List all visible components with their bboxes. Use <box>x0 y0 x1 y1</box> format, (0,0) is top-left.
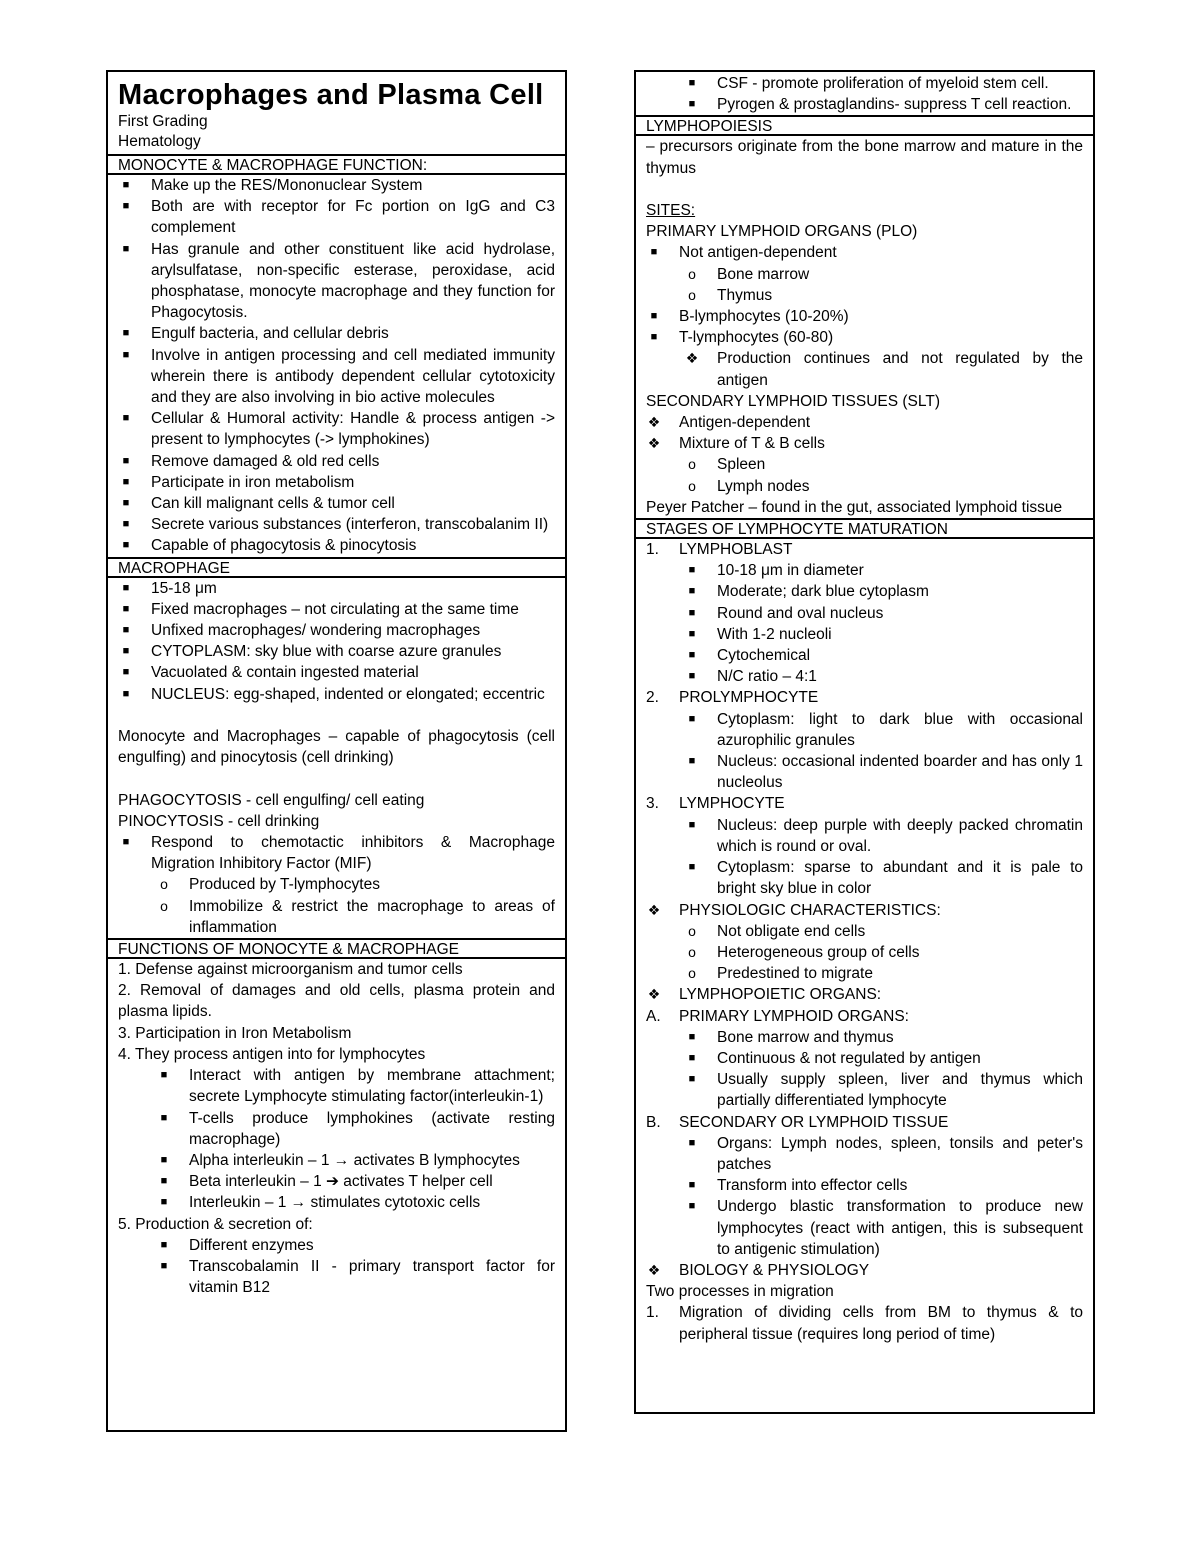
list-item: ■ Involve in antigen processing and cell mediated immunity wherein there is antibody dependent cellular cytotoxicity and they are also involving in bio active molecules <box>118 345 555 409</box>
number-marker: 3. <box>646 795 659 813</box>
list-item: ■ Engulf bacteria, and cellular debris <box>118 323 555 344</box>
bullet-icon: ■ <box>160 1238 168 1251</box>
paragraph-phagocytosis-def: PHAGOCYTOSIS - cell engulfing/ cell eating <box>118 791 425 809</box>
list-item: ■ B-lymphocytes (10-20%) <box>646 306 1083 327</box>
list-item: ■ Make up the RES/Mononuclear System <box>118 175 555 196</box>
right-column <box>634 70 1095 1414</box>
bullet-icon: ■ <box>122 539 130 552</box>
bullet-icon: ■ <box>122 602 130 615</box>
number-marker: 2. <box>646 689 659 707</box>
section-functions <box>108 959 565 1298</box>
bullet-icon: ■ <box>122 412 130 425</box>
number-marker: 1. <box>646 1304 659 1322</box>
function-item: 1. Defense against microorganism and tumor cells <box>118 961 463 979</box>
sites-label: SITES: <box>646 202 696 219</box>
section-header-monocyte-function: MONOCYTE & MACROPHAGE FUNCTION: <box>108 154 565 175</box>
list-item: o Immobilize & restrict the macrophage to areas of inflammation <box>118 896 555 938</box>
stage-item: A. PRIMARY LYMPHOID ORGANS: <box>646 1006 1083 1027</box>
number-marker: 1. <box>646 541 659 559</box>
list-item: ■ T-lymphocytes (60-80) <box>646 327 1083 348</box>
circle-bullet-icon: o <box>688 265 696 282</box>
list-item: ■ Vacuolated & contain ingested material <box>118 662 555 683</box>
bullet-icon: ■ <box>160 1111 168 1124</box>
stage-item: 2. PROLYMPHOCYTE <box>646 687 1083 708</box>
bullet-icon: ■ <box>688 1136 696 1149</box>
circle-bullet-icon: o <box>688 456 696 473</box>
left-column <box>106 70 567 1432</box>
list-item: ■ 15-18 μm <box>118 578 555 599</box>
circle-bullet-icon: o <box>688 286 696 303</box>
diamond-bullet-icon: ❖ <box>647 901 661 918</box>
list-item: ■ T-cells produce lymphokines (activate resting macrophage) <box>118 1108 555 1150</box>
section-header-lymphopoiesis: LYMPHOPOIESIS <box>636 115 1093 136</box>
bullet-icon: ■ <box>122 518 130 531</box>
section-stages <box>636 539 1093 1345</box>
list-item: ■ Respond to chemotactic inhibitors & Macrophage Migration Inhibitory Factor (MIF) <box>118 832 555 874</box>
function-item: 2. Removal of damages and old cells, plasma protein and plasma lipids. <box>118 982 555 1021</box>
bullet-icon: ■ <box>160 1153 168 1166</box>
circle-bullet-icon: o <box>160 897 168 914</box>
bullet-icon: ■ <box>122 179 130 191</box>
bullet-icon: ■ <box>160 1175 168 1188</box>
lymphopoiesis-intro: – precursors originate from the bone marrow and mature in the thymus <box>646 138 1083 177</box>
list-item: o Heterogeneous group of cells <box>646 942 1083 963</box>
title-block <box>108 72 565 154</box>
list-item: ❖ Production continues and not regulated by the antigen <box>685 350 1083 389</box>
circle-bullet-icon: o <box>160 876 168 893</box>
diamond-bullet-icon: ❖ <box>647 1261 661 1278</box>
bullet-icon: ■ <box>160 1196 168 1209</box>
list-item: ■ Moderate; dark blue cytoplasm <box>646 581 1083 602</box>
list-item: ■ Fixed macrophages – not circulating at the same time <box>118 599 555 620</box>
bullet-icon: ■ <box>688 649 696 662</box>
list-item: ■ Usually supply spleen, liver and thymus which partially differentiated lymphocyte <box>646 1069 1083 1111</box>
letter-marker: B. <box>646 1113 661 1131</box>
bullet-icon: ■ <box>122 454 130 467</box>
bullet-icon: ■ <box>688 1051 696 1064</box>
list-item: ■ Interleukin – 1 → stimulates cytotoxic cells <box>118 1192 555 1213</box>
diamond-bullet-icon: ❖ <box>647 986 661 1003</box>
list-item: ■ Both are with receptor for Fc portion on IgG and C3 complement <box>118 196 555 238</box>
list-item: ■ Remove damaged & old red cells <box>118 451 555 472</box>
bullet-icon: ■ <box>122 497 130 510</box>
list-item: ■ Beta interleukin – 1 ➔ activates T helper cell <box>118 1171 555 1192</box>
bullet-icon: ■ <box>688 818 696 831</box>
bullet-icon: ■ <box>650 246 658 259</box>
list-item: ■ CYTOPLASM: sky blue with coarse azure granules <box>118 641 555 662</box>
list-item: ■ Interact with antigen by membrane attachment; secrete Lymphocyte stimulating factor(interleukin-1) <box>118 1065 555 1107</box>
list-item: ■ Secrete various substances (interferon, transcobalanim II) <box>118 514 555 535</box>
bullet-icon: ■ <box>122 475 130 488</box>
circle-bullet-icon: o <box>688 943 696 960</box>
section-lymphopoiesis <box>636 136 1093 518</box>
bullet-icon: ■ <box>688 1200 696 1213</box>
function-item: 5. Production & secretion of: <box>118 1215 313 1233</box>
bullet-icon: ■ <box>688 1030 696 1043</box>
list-item: o Thymus <box>646 285 1083 306</box>
list-item: ■ Round and oval nucleus <box>646 603 1083 624</box>
bullet-icon: ■ <box>122 581 130 594</box>
list-item: ■ Cytoplasm: light to dark blue with occasional azurophilic granules <box>646 709 1083 751</box>
bullet-icon: ■ <box>122 666 130 679</box>
list-item: o Lymph nodes <box>646 476 1083 497</box>
document-title: Macrophages and Plasma Cell <box>118 79 544 111</box>
circle-bullet-icon: o <box>688 965 696 982</box>
bullet-icon: ■ <box>688 755 696 768</box>
bullet-icon: ■ <box>688 627 696 640</box>
bullet-icon: ■ <box>688 564 696 577</box>
bullet-icon: ■ <box>688 77 696 89</box>
bullet-icon: ■ <box>688 712 696 725</box>
diamond-bullet-icon: ❖ <box>647 435 661 452</box>
list-item: ■ Has granule and other constituent like acid hydrolase, arylsulfatase, non-specific esterase, peroxidase, acid phosphatase, monocyte macrophage and they function for Phagocytosis. <box>118 239 555 324</box>
list-item: ❖ LYMPHOPOIETIC ORGANS: <box>646 984 1083 1005</box>
list-item: ■ Nucleus: deep purple with deeply packed chromatin which is round or oval. <box>646 815 1083 857</box>
grading-label: First Grading <box>118 113 208 130</box>
paragraph-phagocytosis-pinocytosis: Monocyte and Macrophages – capable of phagocytosis (cell engulfing) and pinocytosis (cell drinking) <box>118 728 555 767</box>
list-item: o Bone marrow <box>646 264 1083 285</box>
plo-heading: PRIMARY LYMPHOID ORGANS (PLO) <box>646 223 918 241</box>
list-item: ❖ Mixture of T & B cells <box>646 433 1083 454</box>
list-item: ■ Cytoplasm: sparse to abundant and it is pale to bright sky blue in color <box>646 857 1083 899</box>
list-item: o Produced by T-lymphocytes <box>118 874 555 895</box>
list-item: ■ N/C ratio – 4:1 <box>646 666 1083 687</box>
stage-item: 1. LYMPHOBLAST <box>646 539 1083 560</box>
list-item: ■ Cytochemical <box>646 645 1083 666</box>
list-item: ■ Transcobalamin II - primary transport factor for vitamin B12 <box>118 1256 555 1298</box>
list-item: ■ Nucleus: occasional indented boarder and has only 1 nucleolus <box>646 751 1083 793</box>
paragraph-pinocytosis-def: PINOCYTOSIS - cell drinking <box>118 812 320 830</box>
list-item: o Predestined to migrate <box>646 963 1083 984</box>
letter-marker: A. <box>646 1007 661 1025</box>
bullet-icon: ■ <box>688 1073 696 1086</box>
migration-intro: Two processes in migration <box>646 1283 834 1301</box>
list-item: ■ With 1-2 nucleoli <box>646 624 1083 645</box>
list-item: ■ Bone marrow and thymus <box>646 1027 1083 1048</box>
list-item: ■ CSF - promote proliferation of myeloid stem cell. <box>646 73 1083 94</box>
stage-item: 1. Migration of dividing cells from BM to thymus & to peripheral tissue (requires long period of time) <box>646 1304 1083 1343</box>
bullet-icon: ■ <box>650 331 658 344</box>
bullet-icon: ■ <box>688 606 696 619</box>
subject-label: Hematology <box>118 133 201 150</box>
list-item: ■ Cellular & Humoral activity: Handle & process antigen -> present to lymphocytes (-> lymphokines) <box>118 408 555 450</box>
circle-bullet-icon: o <box>688 477 696 494</box>
list-item: ■ Unfixed macrophages/ wondering macrophages <box>118 620 555 641</box>
function-item: 4. They process antigen into for lymphocytes <box>118 1045 426 1063</box>
stage-item: 3. LYMPHOCYTE <box>646 793 1083 814</box>
bullet-icon: ■ <box>688 1179 696 1192</box>
list-item: ■ Pyrogen & prostaglandins- suppress T cell reaction. <box>646 94 1083 115</box>
bullet-icon: ■ <box>122 687 130 700</box>
list-item: ❖ PHYSIOLOGIC CHARACTERISTICS: <box>646 900 1083 921</box>
bullet-icon: ■ <box>688 98 696 111</box>
bullet-icon: ■ <box>122 327 130 340</box>
bullet-icon: ■ <box>122 200 130 213</box>
bullet-icon: ■ <box>688 585 696 598</box>
list-item: ■ Continuous & not regulated by antigen <box>646 1048 1083 1069</box>
section-monocyte-function <box>108 175 565 557</box>
list-item: ■ Can kill malignant cells & tumor cell <box>118 493 555 514</box>
diamond-bullet-icon: ❖ <box>685 350 699 367</box>
list-item: ❖ BIOLOGY & PHYSIOLOGY <box>646 1260 1083 1281</box>
list-item: ■ Capable of phagocytosis & pinocytosis <box>118 535 555 556</box>
list-item: ■ 10-18 μm in diameter <box>646 560 1083 581</box>
list-item: ■ Not antigen-dependent <box>646 242 1083 263</box>
list-item: ■ NUCLEUS: egg-shaped, indented or elongated; eccentric <box>118 684 555 705</box>
list-item: o Not obligate end cells <box>646 921 1083 942</box>
bullet-icon: ■ <box>688 670 696 683</box>
list-item: o Spleen <box>646 454 1083 475</box>
peyer-note: Peyer Patcher – found in the gut, associated lymphoid tissue <box>646 498 1063 516</box>
list-item: ■ Participate in iron metabolism <box>118 472 555 493</box>
bullet-icon: ■ <box>122 242 130 255</box>
diamond-bullet-icon: ❖ <box>647 414 661 431</box>
list-item: ■ Organs: Lymph nodes, spleen, tonsils and peter's patches <box>646 1133 1083 1175</box>
list-item: ■ Alpha interleukin – 1 → activates B lymphocytes <box>118 1150 555 1171</box>
section-header-macrophage: MACROPHAGE <box>108 557 565 578</box>
bullet-icon: ■ <box>122 348 130 361</box>
bullet-icon: ■ <box>650 310 658 323</box>
bullet-icon: ■ <box>688 861 696 874</box>
circle-bullet-icon: o <box>688 922 696 939</box>
bullet-icon: ■ <box>160 1069 168 1082</box>
section-macrophage <box>108 578 565 938</box>
list-item: ■ Undergo blastic transformation to produce new lymphocytes (react with antigen, this is subsequent to antigenic stimulation) <box>646 1196 1083 1260</box>
slt-heading: SECONDARY LYMPHOID TISSUES (SLT) <box>646 392 940 410</box>
bullet-icon: ■ <box>122 624 130 637</box>
list-item: ■ Transform into effector cells <box>646 1175 1083 1196</box>
list-item: ❖ Antigen-dependent <box>646 412 1083 433</box>
function-item: 3. Participation in Iron Metabolism <box>118 1024 352 1042</box>
list-item: ■ Different enzymes <box>118 1235 555 1256</box>
section-continued-items <box>636 72 1093 115</box>
bullet-icon: ■ <box>122 645 130 658</box>
bullet-icon: ■ <box>160 1259 168 1272</box>
section-header-stages: STAGES OF LYMPHOCYTE MATURATION <box>636 518 1093 539</box>
bullet-icon: ■ <box>122 836 130 849</box>
section-header-functions: FUNCTIONS OF MONOCYTE & MACROPHAGE <box>108 938 565 959</box>
stage-item: B. SECONDARY OR LYMPHOID TISSUE <box>646 1112 1083 1133</box>
